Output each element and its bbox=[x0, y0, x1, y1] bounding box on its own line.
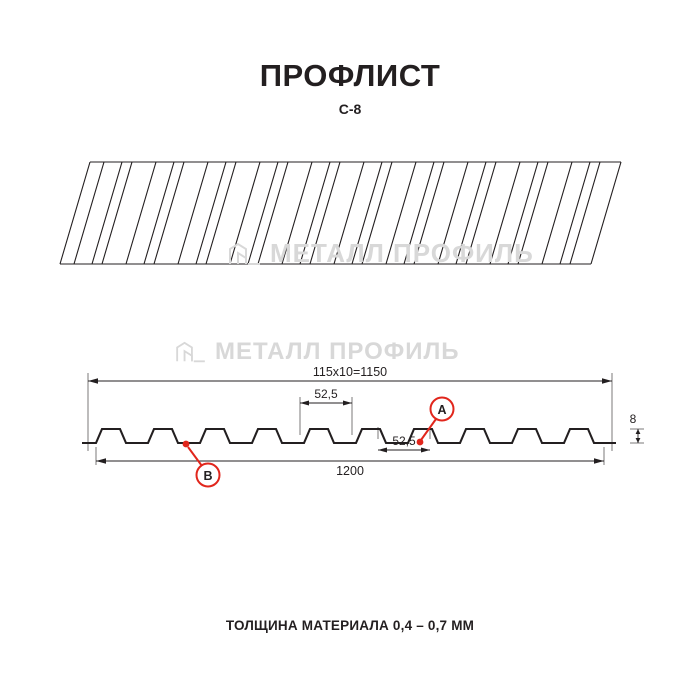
callout-b bbox=[183, 441, 220, 487]
callout-a-label: A bbox=[437, 403, 447, 417]
dimension-label-rib-pitch-bottom: 52,5 bbox=[392, 434, 416, 448]
dimension-label-rib-pitch-top: 52,5 bbox=[314, 387, 338, 401]
model-designation: C-8 bbox=[338, 101, 362, 117]
dimension-label-height: 8 bbox=[629, 412, 637, 426]
section-profile-svg bbox=[50, 355, 650, 490]
isometric-view bbox=[60, 140, 640, 290]
page-title: ПРОФЛИСТ bbox=[259, 58, 441, 93]
watermark-text: МЕТАЛЛ ПРОФИЛЬ bbox=[215, 338, 460, 365]
isometric-profile-svg bbox=[60, 140, 640, 290]
material-thickness-note: ТОЛЩИНА МАТЕРИАЛА 0,4 – 0,7 ММ bbox=[225, 618, 475, 633]
callout-b-label: B bbox=[203, 469, 213, 483]
section-view bbox=[50, 355, 650, 490]
dimension-label-total-width: 1200 bbox=[336, 464, 364, 478]
watermark-text: МЕТАЛЛ ПРОФИЛЬ bbox=[270, 238, 534, 268]
dimension-label-working-width: 115х10=1150 bbox=[312, 365, 388, 379]
